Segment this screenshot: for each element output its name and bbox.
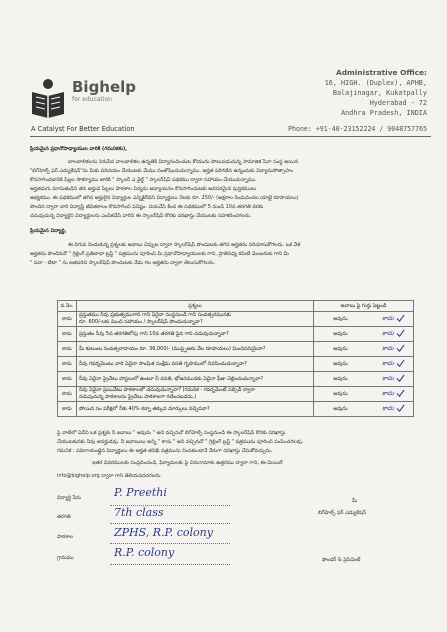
question-text: నీవు ఏదైనా ప్రయివేటు పాఠశాలలో చదువుచున్నావా? (గమనిక - గవర్నమెంట్ సబ్సిడీ ద్వారా (79, 387, 256, 393)
answer-yes[interactable]: అవును (333, 360, 348, 367)
para1-line: బాలబాలికలను నిరుపేద వాలబాలికల ఉన్నతికి విద్యానందించుట కోయును పొటుపడుచున్న సామాజిక సేవా సంస్థ అయిన (68, 159, 299, 165)
checkmark-icon (396, 329, 405, 338)
para3-line: ఇతర వివరములకు సంప్రదించండి, ఫిర్యాదులకు పై చిరునామాకు ఉత్తరము ద్వారా గాని, ఈ-మెయిల్ (92, 460, 283, 466)
answer-no-marked[interactable]: కాదు (382, 375, 394, 382)
row-number: కాదు (58, 312, 77, 327)
question-cell (77, 372, 314, 387)
address-line: Andhra Pradesh, INDIA (341, 109, 427, 117)
answer-no-marked[interactable]: కాదు (382, 390, 394, 397)
founder-signature-label: ఫౌండర్ & ప్రెసిడెంట్ (322, 557, 361, 563)
answer-yes[interactable]: అవును (333, 315, 348, 322)
para2-line: ఈ దిగువ నిండుకున్న ప్రశ్నలకు అవాబు చెప్పుట ద్వారా స్కాలర్‌షిప్ పొందుటకు తగిన అర్హతను సరిచూసుకోగలరు. ఒక వేళ (68, 242, 301, 248)
village-value: R.P. colony (114, 546, 175, 559)
para1-line: కొనసాగించడానికి పిల్లల సౌకర్యాము జారికి " స్కాలర్ ఎ వైల్డ్ " స్కాలర్‌షిప్ పథకము ద్వారా సహాయం చేయుచున్నాము. (30, 177, 257, 183)
para3-line: గమనిక : పదిలాయంట్లైన విద్యార్థులు ఈ అర్హత తనిఖీ పత్రమును నింపకుండానే నేరుగా దరఖాస్తు చేసుకోవచ్చును. (57, 448, 273, 454)
answer-no-marked[interactable]: కాదు (382, 315, 394, 322)
question-text: నీవు గవర్నమెంటు వారి ఏదైనా సాంఘిక సంక్షేమ వసతి గృహములో నివసించుచున్నావా? (79, 360, 247, 367)
row-number: కాదు (58, 327, 77, 342)
class-line (110, 523, 230, 524)
answer-cell[interactable] (314, 327, 414, 342)
answer-yes[interactable]: అవును (333, 390, 348, 397)
para1-line: పొందిన ద్వారా వారి విద్యాస్థి జీవితకాలం కొనసాగించి పనిష్టం. దయచేసి కింద ఈ పథకములో 5 నుండి 10వ తరగతి వరకు (30, 204, 264, 210)
tagline: A Catalyst For Better Education (31, 125, 135, 133)
checkmark-icon (396, 404, 405, 413)
office-title: Administrative Office: (336, 68, 427, 77)
question-text: ప్రస్తుతం నీవు 5వ తరగతిలోపు గాని 10వ తరగతి పైన గాని చదువుచున్నావా? (79, 330, 229, 337)
question-text-cont: రూ. 600/-లకు మించి సహాయం / స్కాలర్‌షిప్ పొందుచున్నావా? (79, 319, 203, 325)
question-text: ప్రస్తుతము నీవు ప్రభుత్వముగాని గాని ఏదైనా సంస్థనుండి గాని సంవత్సరమునకు (79, 312, 231, 318)
answer-cell[interactable] (314, 357, 414, 372)
question-text: పోయిన సం పరీక్షలో నీకు 40% కన్నా తక్కువ మార్కులు వచ్చినవా? (79, 405, 210, 412)
table-row (58, 402, 414, 417)
student-name-value: P. Preethi (114, 486, 167, 499)
checkmark-icon (396, 374, 405, 383)
col-header-number: వ.నెం. (58, 301, 77, 312)
table-row (58, 372, 414, 387)
email-line: info@bighelp.org ద్వారా గాని తెలియపరచగలరు. (57, 473, 162, 479)
table-header-row (58, 301, 414, 312)
checkmark-icon (396, 389, 405, 398)
para1-line: అర్హతమగు మానుతుడిని తన అర్హుడ పిల్లలు పాఠశాల విద్యను అధ్యాయనం కొనసాగించుటకు అవసరమైన పుస్తకములు (30, 186, 257, 192)
question-cell (77, 342, 314, 357)
address-line: 16, HIGH. (Duplex), APHB, (324, 79, 427, 87)
brand-subtitle: for education (72, 96, 112, 103)
student-name-label: విద్యార్థి పేరు (57, 495, 81, 501)
para1-line: "బిగ్‌హెల్ప్ ఫర్ ఎడ్యుకేషన్"ను మీకు పరిచయం చేయుటకు మేము సంతోషించుచున్నాము. అర్హత పరిగణిన ఉన్నందుకు విద్యానుపోత్సాహం (30, 168, 293, 174)
school-value: ZPHS, R.P. colony (114, 526, 213, 539)
question-text: మీ కుటుంబ సంవత్సరాదాయం రూ. 36,000/- (ముప్పైఆరు వేల రూపాయలు) మించినదియైనా? (79, 345, 266, 352)
table-row (58, 342, 414, 357)
question-cell (77, 327, 314, 342)
answer-cell[interactable] (314, 402, 414, 417)
school-label: పాఠశాల (57, 534, 74, 540)
office-phone: Phone: +91-40-23152224 / 9048757765 (288, 125, 427, 133)
answer-no-marked[interactable]: కాదు (382, 345, 394, 352)
village-line (110, 564, 230, 565)
row-number: కాదు (58, 372, 77, 387)
answer-yes[interactable]: అవును (333, 375, 348, 382)
checkmark-icon (396, 344, 405, 353)
checkmark-icon (396, 359, 405, 368)
answer-cell[interactable] (314, 312, 414, 327)
row-number: కాదు (58, 402, 77, 417)
answer-no-marked[interactable]: కాదు (382, 360, 394, 367)
row-number: కాదు (58, 387, 77, 402)
answer-yes[interactable]: అవును (333, 345, 348, 352)
para2-line: " పదా - టీటా " ను జతపరిచి స్కాలర్‌షిప్ పొందుటకు నేడు గల అర్హతను ద్వారా తెలుసుకోగలరు. (30, 260, 216, 266)
address-line: Balajinagar, Kukatpally (332, 89, 427, 97)
answer-yes[interactable]: అవును (333, 330, 348, 337)
village-label: గ్రామము (57, 555, 74, 561)
answer-cell[interactable] (314, 372, 414, 387)
checkmark-icon (396, 314, 405, 323)
eligibility-table (57, 300, 414, 417)
table-row (58, 357, 414, 372)
para1-line: అభ్యకము. ఈ పథకములో తగిన అర్హులైన విద్యార్థుల ఎన్నికైలేదని విద్యార్థులు నెలకు రూ. 250/- (అక్షరాల రెండువందల యాభై రూపాయలు) (30, 195, 299, 201)
row-number: కాదు (58, 342, 77, 357)
answer-yes[interactable]: అవును (333, 405, 348, 412)
closing-org: బిగ్‌హెల్ప్ ఫర్ ఎడ్యుకేషన్ (318, 510, 367, 516)
question-cell (77, 312, 314, 327)
col-header-questions: ప్రశ్నలు (77, 301, 314, 312)
question-cell (77, 387, 314, 402)
col-header-answer: అవాబు పై గుర్తు పెట్టండి (314, 301, 414, 312)
answer-cell[interactable] (314, 342, 414, 357)
row-number: కాదు (58, 357, 77, 372)
question-cell (77, 402, 314, 417)
office-address (325, 68, 427, 118)
class-label: తరగతి (57, 514, 71, 520)
class-value: 7th class (114, 506, 164, 519)
answer-no-marked[interactable]: కాదు (382, 405, 394, 412)
table-row (58, 327, 414, 342)
salutation: ప్రియమైన ప్రధానోపాధ్యాయుల వారికి (గమనికకు), (30, 146, 128, 152)
question-text: నీవు ఏదైనా ప్రైవేటు హాస్టలులో ఉంటూ నీ వసతి, భోజనమునకు ఏదైనా ఫీజు చెల్లించుచున్నావా? (79, 375, 264, 382)
question-text-cont: నడుపుచున్న పాఠశాలను ప్రైవేటు పాఠశాలగా గణించబడదు.) (79, 394, 197, 400)
answer-no-marked[interactable]: కాదు (382, 330, 394, 337)
address-line: Hyderabad - 72 (369, 99, 427, 107)
brand-name: Bighelp (72, 78, 137, 96)
answer-cell[interactable] (314, 387, 414, 402)
school-line (110, 543, 230, 544)
header-divider (30, 136, 431, 137)
table-row (58, 312, 414, 327)
para3-line: చేయుటకునకు నీవు అనర్హుడవు. నీ జవాబులు అన్ని " కాదు " అని వచ్చినచో " గ్రిల్లింగ్ ట్రస్ట్ " పత్రమును పూరించి పంపించగలవు. (57, 439, 304, 445)
para2-line: అర్హతను పొందినచో " గ్రిల్లింగ్ ప్రతిబాధా ట్రస్ట్ " పత్రమును పూరించి మీ ప్రధానోపాధ్యాయులకు గాని, ప్రాతినిధ్య కమిటీ మెంబరుకు గాని మీ (30, 251, 289, 257)
closing-word: మీ (352, 498, 358, 504)
para3-line: పై వాటిలో ఏదేని ఒక ప్రశ్నకు నీ జవాబు " అవును " అని వచ్చినచో బిగ్‌హెల్ప్ సంస్థనుండి ఈ స్కాలర్‌షిప్ కొరకు దరఖాస్తు (57, 430, 286, 436)
question-cell (77, 357, 314, 372)
bighelp-logo-icon (30, 78, 66, 118)
para1-line: చదువుచున్న విద్యార్థిని విద్యార్థులను ఎంపికచేసి వారిని ఈ స్కాలర్‌షిప్ కొరకు దరఖాస్తు చేయుటకు సహకరించగలరు. (30, 213, 252, 219)
table-row (58, 387, 414, 402)
salutation-student: ప్రియమైన విద్యార్థి, (30, 228, 67, 234)
